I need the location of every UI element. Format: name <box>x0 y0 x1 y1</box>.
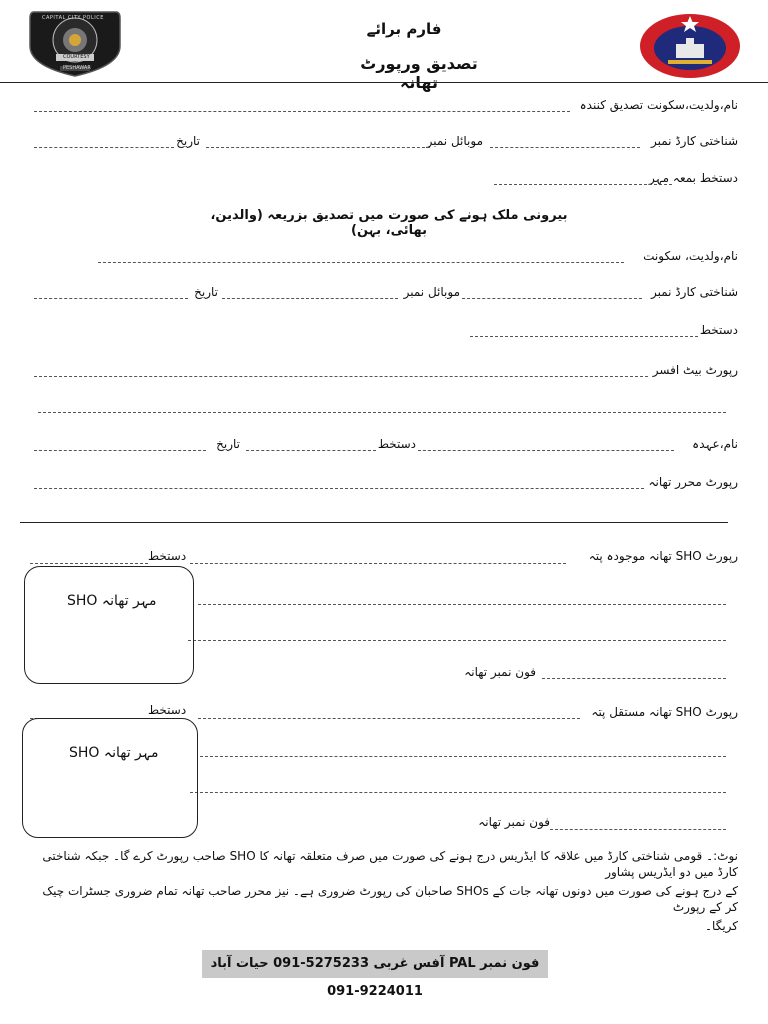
verifier-date-field[interactable] <box>34 147 174 148</box>
sho-current-line-2[interactable] <box>198 604 726 605</box>
sho-permanent-stamp-label: مہر تھانہ SHO <box>69 745 159 761</box>
section-divider <box>20 522 728 523</box>
name-rank-signature-field[interactable] <box>246 450 376 451</box>
abroad-name-label: نام،ولدیت، سکونت <box>643 249 738 263</box>
abroad-date-label: تاریخ <box>194 285 218 299</box>
logo-text-bottom: PESHAWAR <box>63 65 91 71</box>
moharrir-field[interactable] <box>34 488 644 489</box>
beat-officer-field-2[interactable] <box>38 412 726 413</box>
verifier-signature-field[interactable] <box>494 184 672 185</box>
beat-officer-label: رپورٹ بیٹ افسر <box>652 363 738 377</box>
logo-text-top: CAPITAL CITY POLICE <box>42 15 104 21</box>
sho-current-field[interactable] <box>190 563 566 564</box>
capital-city-police-logo <box>26 6 124 78</box>
sho-current-label: رپورٹ SHO تھانہ موجودہ پتہ <box>588 549 738 563</box>
header-divider <box>0 82 768 83</box>
sho-permanent-line-3[interactable] <box>190 792 726 793</box>
name-rank-field[interactable] <box>418 450 674 451</box>
verifier-cnic-field[interactable] <box>490 147 640 148</box>
verifier-mobile-label: موبائل نمبر <box>426 134 483 148</box>
sho-permanent-field[interactable] <box>198 718 580 719</box>
note-line-1: نوٹ:۔ قومی شناختی کارڈ میں علاقہ کا ایڈریس درج ہونے کی صورت میں صرف متعلقہ تھانہ کا SHO صاحب رپورٹ کرے گا۔ جبکہ شناختی کارڈ میں دو ایڈریس پشاور <box>42 849 738 879</box>
moharrir-label: رپورٹ محرر تھانہ <box>648 475 738 489</box>
abroad-signature-label: دستخط <box>699 323 738 337</box>
sho-permanent-stamp-box <box>22 718 198 838</box>
verifier-cnic-label: شناختی کارڈ نمبر <box>650 134 738 148</box>
sho-permanent-line-2[interactable] <box>200 756 726 757</box>
name-rank-date-label: تاریخ <box>216 437 240 451</box>
verifier-name-field[interactable] <box>34 111 570 112</box>
sho-permanent-phone-label: فون نمبر تھانہ <box>478 815 550 829</box>
verifier-signature-label: دستخط بمعہ مہر <box>649 171 738 185</box>
sho-permanent-phone-field[interactable] <box>550 829 726 830</box>
sho-current-phone-label: فون نمبر تھانہ <box>464 665 536 679</box>
name-rank-date-field[interactable] <box>34 450 206 451</box>
abroad-heading: بیرونی ملک ہونے کی صورت میں تصدیق بزریعہ (والدین، بھائی، بہن) <box>210 208 568 238</box>
sho-current-stamp-label: مہر تھانہ SHO <box>67 593 157 609</box>
abroad-cnic-field[interactable] <box>462 298 642 299</box>
sho-current-stamp-box <box>24 566 194 684</box>
abroad-name-field[interactable] <box>98 262 624 263</box>
name-rank-label: نام،عہدہ <box>692 437 738 451</box>
sho-current-phone-field[interactable] <box>542 678 726 679</box>
footer-phone-numbers: فون نمبر PAL آفس غربی 5275233-091 حیات آباد 9224011-091 <box>202 950 548 978</box>
beat-officer-field[interactable] <box>34 376 648 377</box>
name-rank-signature-label: دستخط <box>377 437 416 451</box>
logo-text-ribbon: COURTESY <box>63 54 90 60</box>
abroad-mobile-label: موبائل نمبر <box>403 285 460 299</box>
form-title-line1: فارم برائے <box>366 20 442 38</box>
police-emblem-logo <box>638 12 742 80</box>
abroad-mobile-field[interactable] <box>222 298 398 299</box>
note-line-2: کے درج ہونے کی صورت میں دونوں تھانہ جات کے SHOs صاحبان کی رپورٹ ضروری ہے۔ نیز محرر صاحب تھانہ تمام ضروری جسٹرات چیک کر کے رپورٹ <box>42 884 738 914</box>
verifier-date-label: تاریخ <box>176 134 200 148</box>
form-title-line2: تصدیق ورپورٹ تھانہ <box>360 54 478 92</box>
abroad-cnic-label: شناختی کارڈ نمبر <box>650 285 738 299</box>
sho-permanent-label: رپورٹ SHO تھانہ مستقل پتہ <box>591 705 738 719</box>
abroad-signature-field[interactable] <box>470 336 698 337</box>
sho-current-line-3[interactable] <box>188 640 726 641</box>
abroad-date-field[interactable] <box>34 298 188 299</box>
sho-permanent-signature-label: دستخط <box>148 703 187 717</box>
verifier-mobile-field[interactable] <box>206 147 430 148</box>
sho-current-signature-label: دستخط <box>148 549 187 563</box>
note-line-3: کریگا۔ <box>705 919 738 933</box>
sho-current-signature-field[interactable] <box>30 563 148 564</box>
verifier-name-label: نام،ولدیت،سکونت تصدیق کنندہ <box>579 98 738 112</box>
